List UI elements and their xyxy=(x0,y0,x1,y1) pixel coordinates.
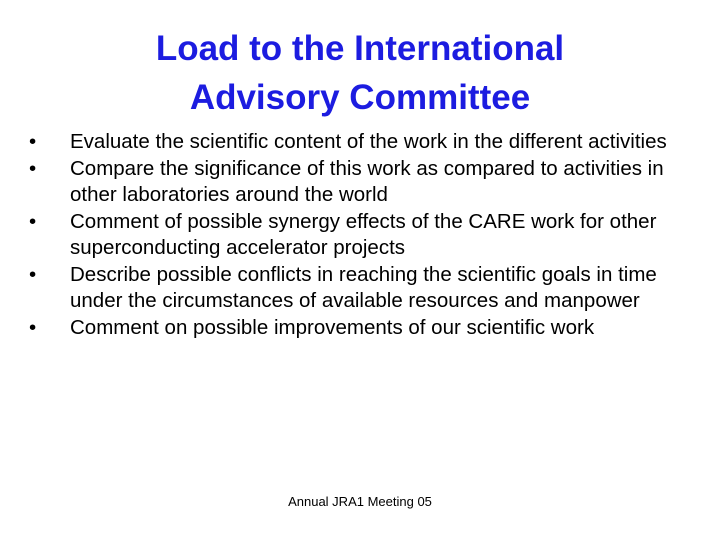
bullet-text: Comment on possible improvements of our scientific work xyxy=(70,315,595,339)
bullet-dot-icon: • xyxy=(29,156,37,180)
bullet-text: Evaluate the scientific content of the work in the different activities xyxy=(70,130,667,153)
bullet-item xyxy=(26,209,696,262)
slide-title-line-2: Advisory Committee xyxy=(189,78,531,117)
bullet-text: Describe possible conflicts in reaching the scientific goals in time under the circumstances of available resources and manpower xyxy=(70,262,657,312)
bullet-item xyxy=(26,129,696,156)
bullet-dot-icon: • xyxy=(29,209,37,233)
bullet-item xyxy=(26,315,696,342)
bullet-text: Comment of possible synergy effects of the CARE work for other superconducting accelerator projects xyxy=(70,209,657,259)
slide-title-line-1: Load to the International xyxy=(155,29,565,68)
bullet-item xyxy=(26,156,696,209)
bullet-dot-icon: • xyxy=(29,315,37,339)
bullet-item xyxy=(26,262,696,315)
bullet-text: Compare the significance of this work as compared to activities in other laboratories around the world xyxy=(70,156,664,206)
bullet-dot-icon: • xyxy=(29,130,37,153)
bullet-dot-icon: • xyxy=(29,262,37,286)
slide-title xyxy=(0,24,720,122)
slide-footer: Annual JRA1 Meeting 05 xyxy=(288,494,432,509)
bullet-list xyxy=(26,129,696,341)
